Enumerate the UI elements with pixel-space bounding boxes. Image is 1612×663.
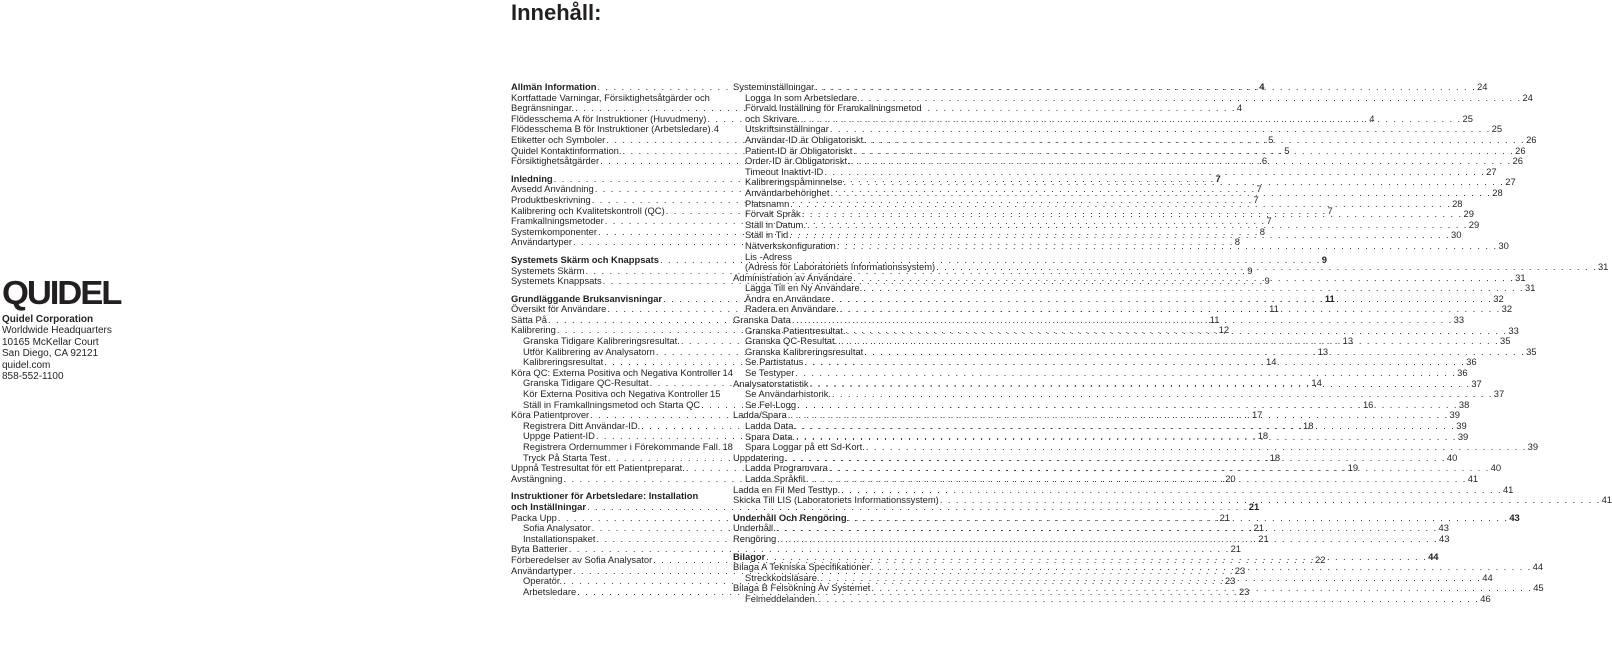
toc-entry-label: Analysatorstatistik <box>733 377 809 389</box>
toc-entry-label: och Skrivare. <box>745 112 800 124</box>
toc-entry-label: Bilagor <box>733 550 766 562</box>
toc-entry-label: Produktbeskrivning <box>511 193 591 205</box>
toc-page-number: 30 <box>1498 239 1509 251</box>
toc-entry-label: Granska Tidigare QC-Resultat <box>523 377 649 389</box>
toc-page-number: 21 <box>1219 511 1231 523</box>
address-line: San Diego, CA 92121 <box>2 348 99 360</box>
dot-leader <box>864 135 1525 146</box>
toc-page-number: 33 <box>1508 324 1519 336</box>
toc-entry-label: Administration av Användare <box>733 271 853 283</box>
toc-entry-label: Operatör. <box>523 575 563 587</box>
toc-page-number: 7 <box>1266 215 1272 227</box>
toc-entry-label: Spara Data. <box>745 430 796 442</box>
toc-entry-label: Ställ in Framkallningsmetod och Starta QC <box>523 398 701 410</box>
toc-entry-label: Underhåll. <box>733 522 776 534</box>
toc-page-number: 13 <box>1342 335 1354 347</box>
toc-page-number: 13 <box>1317 345 1329 357</box>
toc-entry-label: Systeminställningar <box>733 81 815 92</box>
dot-leader <box>940 495 1601 506</box>
toc-entry-label: Bilaga B Felsökning Av Systemet <box>733 582 871 594</box>
toc-entry-label: Granska QC-Resultat. <box>745 335 838 347</box>
toc-page-number: 21 <box>1230 543 1242 555</box>
toc-entry[interactable] <box>733 81 1488 93</box>
dot-leader <box>815 82 1476 93</box>
toc-page-number: 43 <box>1438 522 1449 534</box>
toc-page-number: 38 <box>1458 398 1470 410</box>
toc-entry-label: Begränsningar. <box>511 102 575 114</box>
toc-entry-label: Ändra en Användare <box>745 292 831 304</box>
toc-page-number: 21 <box>1248 500 1260 512</box>
toc-entry-label: Förberedelser av Sofia Analysator <box>511 553 653 565</box>
toc-entry-label: Översikt för Användare <box>511 303 607 315</box>
toc-entry-label: Användar-ID är Obligatoriskt <box>745 133 864 145</box>
toc-page-number: 27 <box>1505 176 1516 188</box>
dot-leader <box>777 534 1438 545</box>
toc-entry-continued: Kortfattade Varningar, Försiktighetsåtgärder och <box>511 91 710 103</box>
toc-page-number: 31 <box>1515 271 1526 283</box>
toc-entry-label: Granska Patientresultat. <box>745 324 846 336</box>
toc-entry-label: Kalibrering <box>511 324 556 336</box>
toc-entry-label: Arbetsledare <box>523 585 577 597</box>
dot-leader <box>818 594 1479 605</box>
toc-entry-label: Quidel Kontaktinformation. <box>511 144 622 156</box>
toc-page-number: 23 <box>1238 585 1250 597</box>
toc-entry-label: Avstängning <box>511 472 563 484</box>
toc-entry-label: Ladda Programvara <box>745 462 828 474</box>
toc-entry[interactable] <box>733 186 1503 199</box>
toc-page-number: 39 <box>1457 430 1469 442</box>
toc-page-number: 31 <box>1597 261 1609 273</box>
toc-entry-label: Ställ in Tid <box>745 229 789 241</box>
toc-entry-label: Registrera Ordernummer i Förekommande Fall. <box>523 441 721 452</box>
toc-entry-label: Användartyper <box>511 564 572 576</box>
dot-leader <box>830 188 1491 199</box>
toc-entry-label: Spara Loggar på ett Sd-Kort. <box>745 441 865 453</box>
toc-page-number: 9 <box>1321 253 1327 265</box>
address-line: 858-552-1100 <box>2 371 64 383</box>
toc-page-number: 37 <box>1493 388 1505 400</box>
toc-page-number: 8 <box>1234 236 1240 248</box>
toc-entry-label: Packa Upp <box>511 511 557 523</box>
toc-entry-label: Se Användarhistorik. <box>745 388 831 400</box>
toc-page-number: 44 <box>1428 550 1439 562</box>
toc-entry-label: Uppge Patient-ID <box>523 430 595 442</box>
toc-entry-label: Användarbehörighet <box>745 186 830 198</box>
toc-page-number: 37 <box>1471 377 1482 389</box>
toc-entry-label: Utför Kalibrering av Analysatorn <box>523 345 655 357</box>
toc-page-number: 25 <box>1491 123 1503 135</box>
toc-page-number: 4 <box>713 123 719 135</box>
toc-entry-continued: Lis -Adress <box>745 250 792 262</box>
toc-entry-label: Flödesschema B för Instruktioner (Arbetsledare) <box>511 123 711 135</box>
toc-page-number: 30 <box>1451 229 1462 241</box>
address-line: quidel.com <box>2 359 51 371</box>
toc-entry-label: Framkallningsmetoder <box>511 215 604 227</box>
toc-page-number: 27 <box>1486 165 1497 177</box>
toc-page-number: 40 <box>1446 451 1458 463</box>
toc-entry-label: Skicka Till LIS (Laboratoriets Informationssystem) <box>733 494 939 506</box>
toc-entry-label: Användartyper <box>511 236 572 248</box>
toc-page-number: 29 <box>1463 208 1474 220</box>
toc-entry-label: Rengöring <box>733 532 777 544</box>
toc-page-number: 11 <box>1269 303 1279 315</box>
page-title: Innehåll: <box>511 0 602 25</box>
toc-entry-label: Platsnamn <box>745 197 790 209</box>
toc-entry-label: Radera en Användare. <box>745 303 839 315</box>
toc-page-number: 24 <box>1477 81 1488 92</box>
toc-page-number: 24 <box>1522 91 1533 103</box>
toc-entry-label: (Adress för Laboratoriets Informationssystem) <box>745 261 936 273</box>
toc-page-number: 45 <box>1533 582 1544 594</box>
toc-page-number: 15 <box>710 388 721 400</box>
dot-leader <box>806 474 1467 485</box>
address-line: 10165 McKellar Court <box>2 336 99 348</box>
toc-page-number: 5 <box>1284 144 1290 156</box>
toc-page-number: 31 <box>1525 282 1536 294</box>
toc-entry-label: Sätta På <box>511 313 547 325</box>
toc-page-number: 39 <box>1456 420 1467 431</box>
toc-page-number: 4 <box>1259 81 1265 92</box>
toc-entry-label: Utskriftsinställningar <box>745 123 829 135</box>
toc-entry-label: Inledning <box>511 172 553 184</box>
toc-page-number: 9 <box>1264 275 1270 287</box>
toc-entry-label: Uppdatering <box>733 451 785 463</box>
toc-page-number: 43 <box>1439 532 1450 544</box>
toc-entry-label: Patient-ID är Obligatoriskt <box>745 144 853 156</box>
toc-entry-label: Kalibreringspåminnelse <box>745 176 843 188</box>
toc-page-number: 39 <box>1527 441 1539 453</box>
quidel-logo: QUIDEL <box>2 274 121 311</box>
toc-page-number: 32 <box>1493 292 1504 304</box>
toc-page-number: 5 <box>1268 133 1274 145</box>
toc-entry-label: Kalibrering och Kvalitetskontroll (QC) <box>511 204 665 216</box>
toc-entry-label: Kalibreringsresultat <box>523 356 604 368</box>
toc-page-number: 29 <box>1468 218 1480 230</box>
toc-entry-label: Tryck På Starta Test <box>523 451 607 463</box>
toc-entry-label: Se Partistatus <box>745 356 804 368</box>
toc-page-number: 4 <box>1369 112 1375 124</box>
address-line: Quidel Corporation <box>2 314 94 325</box>
toc-page-number: 20 <box>1225 472 1236 484</box>
toc-page-number: 36 <box>1466 356 1477 368</box>
toc-page-number: 41 <box>1601 494 1612 506</box>
dot-leader <box>837 241 1498 252</box>
dot-leader <box>794 421 1455 432</box>
toc-entry-label: Nätverkskonfiguration <box>745 239 836 251</box>
toc-page-number: 35 <box>1500 335 1511 347</box>
toc-page-number: 46 <box>1480 592 1491 604</box>
toc-page-number: 19 <box>1347 462 1359 474</box>
toc-entry-label: och Inställningar <box>511 500 587 512</box>
toc-page-number: 41 <box>1502 483 1514 495</box>
toc-page-number: 28 <box>1492 186 1503 198</box>
toc-page-number: 14 <box>722 366 733 378</box>
toc-page-number: 21 <box>1258 532 1269 544</box>
toc-page-number: 32 <box>1501 303 1513 315</box>
toc-page-number: 36 <box>1457 367 1468 379</box>
toc-page-number: 7 <box>1256 183 1262 195</box>
toc-page-number: 41 <box>1467 472 1479 484</box>
toc-page-number: 7 <box>1253 193 1259 205</box>
toc-entry-continued: Förvald Inställning för Framkallningsmetod <box>745 102 922 114</box>
dot-leader <box>861 93 1522 104</box>
toc-page-number: 39 <box>1449 409 1460 421</box>
toc-entry-label: Uppnå Testresultat för ett Patientpreparat. <box>511 462 685 474</box>
toc-page-number: 44 <box>1482 571 1493 583</box>
toc-page-number: 26 <box>1515 144 1526 156</box>
toc-entry-label: Flödesschema A för Instruktioner (Huvudmeny) <box>511 112 707 124</box>
toc-page-number: 6 <box>1261 155 1268 167</box>
toc-page-number: 40 <box>1490 462 1502 474</box>
toc-entry-label: Ladda Språkfil <box>745 472 805 484</box>
company-address <box>2 314 112 382</box>
toc-page-number: 7 <box>1215 172 1221 184</box>
toc-entry-label: Etiketter och Symboler <box>511 133 606 145</box>
toc-page-number: 26 <box>1512 155 1523 167</box>
toc-page-number: 43 <box>1509 511 1520 523</box>
toc-entry-label: Order-ID är Obligatoriskt. <box>745 155 850 167</box>
toc-entry-label: Kör Externa Positiva och Negativa Kontroller <box>523 388 708 400</box>
toc-page-number: 7 <box>1327 204 1333 216</box>
toc-entry[interactable] <box>733 592 1491 605</box>
toc-page-number: 33 <box>1453 314 1465 326</box>
toc-entry-label: Avsedd Användning <box>511 183 594 195</box>
toc-entry-label: Allmän Information <box>511 81 597 92</box>
toc-entry-label: Granska Data <box>733 314 791 326</box>
toc-entry-label: Underhåll Och Rengöring <box>733 511 847 523</box>
toc-page-number: 23 <box>1224 575 1236 587</box>
toc-entry-label: Granska Tidigare Kalibreringsresultat. <box>523 335 680 347</box>
toc-entry-label: Byta Batterier <box>511 543 568 555</box>
toc-entry[interactable] <box>733 239 1509 252</box>
toc-entry-label: Logga In som Arbetsledare. <box>745 91 860 103</box>
toc-page-number: 23 <box>1234 564 1246 576</box>
toc-page-number: 8 <box>1259 225 1265 237</box>
toc-page-number: 16 <box>1362 398 1374 410</box>
toc-entry-label: Försiktighetsåtgärder <box>511 155 600 167</box>
toc-page-number: 35 <box>1526 345 1537 357</box>
toc-entry-continued: Instruktioner för Arbetsledare: Installation <box>511 490 699 502</box>
toc-page-number: 22 <box>1315 553 1326 565</box>
toc-entry-label: Sofia Analysator <box>523 522 591 534</box>
toc-page-number: 14 <box>1311 377 1322 389</box>
address-line: Worldwide Headquarters <box>2 325 112 337</box>
toc-entry-label: Köra QC: Externa Positiva och Negativa Kontroller <box>511 366 721 378</box>
toc-entry-label: Installationspaket <box>523 532 596 544</box>
toc-entry-label: Se Testyper <box>745 367 795 379</box>
toc-entry-label: Systemets Skärm och Knappsats <box>511 253 659 265</box>
toc-entry[interactable] <box>511 441 733 453</box>
toc-page-number: 14 <box>1266 356 1277 368</box>
toc-entry-label: Registrera Ditt Användar-ID. <box>523 419 641 431</box>
toc-page-number: 12 <box>1218 324 1230 336</box>
toc-page-number: 11 <box>1209 313 1220 325</box>
toc-entry-label: Köra Patientprover <box>511 409 590 421</box>
toc-entry-label: Ställ in Datum. <box>745 218 806 230</box>
toc-entry-label: Timeout Inaktivt-ID <box>745 165 824 177</box>
toc-entry-label: Förvalt Språk <box>745 208 801 220</box>
toc-page-number: 44 <box>1532 561 1544 573</box>
toc-entry-label: Grundläggande Bruksanvisningar <box>511 292 663 304</box>
toc-entry-label: Ladda Data <box>745 420 794 431</box>
toc-page-number: 25 <box>1462 112 1473 124</box>
toc-entry-label: Bilaga A Tekniska Specifikationer <box>733 561 870 573</box>
toc-entry-label: Systemets Knappsats <box>511 275 602 287</box>
toc-page-number: 28 <box>1452 197 1463 209</box>
toc-entry-label: Se Fel-Logg <box>745 398 797 410</box>
toc-page-number: 11 <box>1324 292 1335 304</box>
toc-entry-label: Systemkomponenter <box>511 225 597 237</box>
toc-entry-label: Systemets Skärm <box>511 264 585 276</box>
toc-entry-label: Ladda/Spara <box>733 409 787 421</box>
toc-page-number: 17 <box>1251 409 1263 421</box>
toc-page-number: 4 <box>1236 102 1243 114</box>
toc-entry-label: Granska Kalibreringsresultat <box>745 345 864 357</box>
toc-entry-label: Lägga Till en Ny Användare. <box>745 282 863 294</box>
toc-page-number: 18 <box>722 441 733 452</box>
toc-page-number: 18 <box>1303 419 1314 431</box>
toc-page-number: 18 <box>1269 451 1281 463</box>
toc-page-number: 9 <box>1247 264 1253 276</box>
toc-page-number: 26 <box>1526 133 1537 145</box>
toc-page-number: 21 <box>1253 522 1264 534</box>
toc-entry-label: Felmeddelanden. <box>745 592 818 604</box>
toc-entry-label: Streckkodsläsare. <box>745 571 820 583</box>
toc-entry-label: Ladda en Fil Med Testtyp. <box>733 483 841 495</box>
toc-page-number: 18 <box>1257 430 1269 442</box>
toc-entry[interactable] <box>733 133 1537 146</box>
